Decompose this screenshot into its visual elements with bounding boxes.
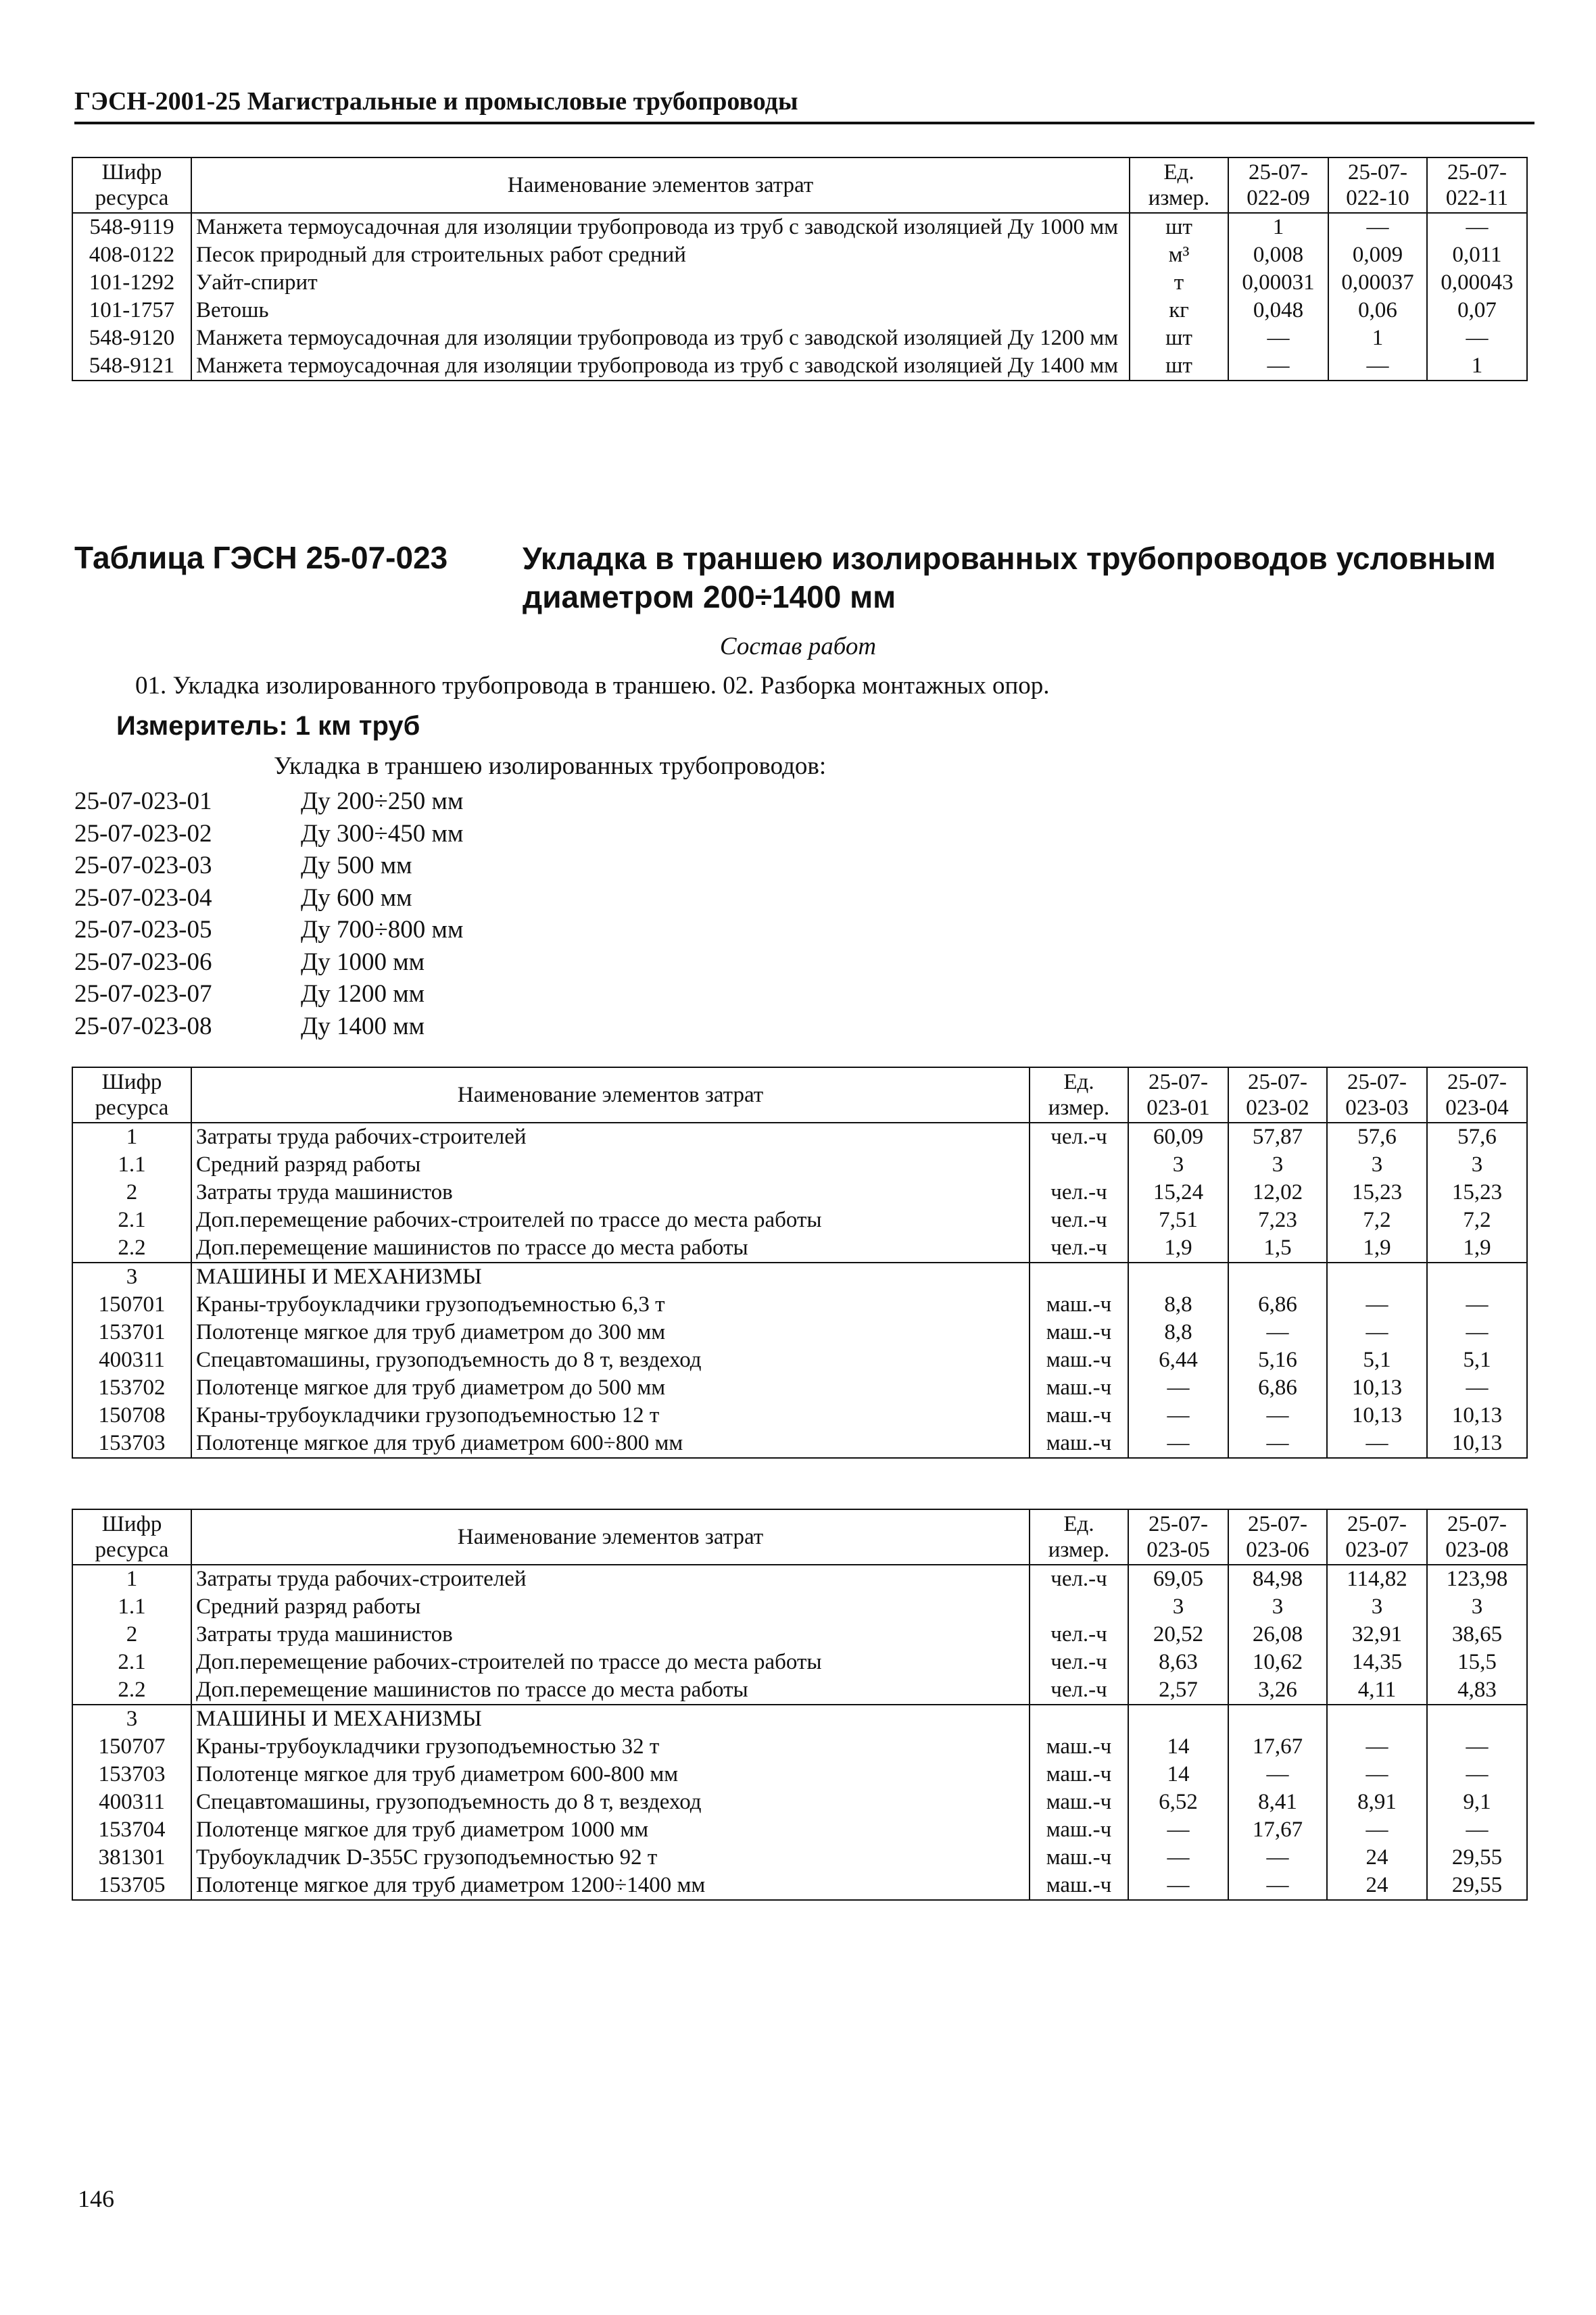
norm-value: — [1427,1761,1527,1788]
norm-value: 114,82 [1327,1565,1427,1593]
list-item [74,914,463,946]
unit: маш.-ч [1030,1816,1128,1844]
list-item [74,850,463,882]
col-header-code: Шифр ресурса [72,1509,191,1565]
resource-name: Полотенце мягкое для труб диаметром 1000 мм [191,1816,1030,1844]
norm-value: 10,13 [1427,1402,1527,1430]
resource-name: Песок природный для строительных работ средний [191,241,1130,269]
resource-name: Средний разряд работы [191,1151,1030,1179]
work-items-intro: Укладка в траншею изолированных трубопроводов: [274,752,827,780]
table-header-row [72,157,1527,213]
norm-value: 0,009 [1328,241,1427,269]
norm-value [1427,1263,1527,1291]
norm-value: 7,23 [1228,1207,1327,1234]
table-header-row [72,1067,1527,1123]
norm-value: — [1427,213,1527,241]
resource-code: 1.1 [72,1151,191,1179]
table-row [72,1733,1527,1761]
norm-value: 123,98 [1427,1565,1527,1593]
norm-value: — [1327,1816,1427,1844]
table-row [72,241,1527,269]
norm-value: — [1327,1319,1427,1346]
norm-value: — [1128,1872,1228,1900]
norm-value [1228,1263,1327,1291]
norm-value: — [1228,1402,1327,1430]
table-row [72,1346,1527,1374]
resource-code: 2.1 [72,1207,191,1234]
resource-table-b [72,1509,1528,1901]
resource-code: 150701 [72,1291,191,1319]
table-row [72,1234,1527,1263]
unit: шт [1130,213,1228,241]
resource-name: Полотенце мягкое для труб диаметром 600÷800 мм [191,1430,1030,1458]
item-code: 25-07-023-07 [74,980,212,1008]
norm-value: 3 [1427,1593,1527,1621]
norm-value: 57,87 [1228,1123,1327,1151]
page-number: 146 [78,2185,114,2212]
resource-name: Краны-трубоукладчики грузоподъемностью 32 т [191,1733,1030,1761]
norm-value: 4,83 [1427,1676,1527,1705]
col-header-norm: 25-07- 023-01 [1128,1067,1228,1123]
unit: шт [1130,324,1228,352]
unit [1030,1263,1128,1291]
resource-code: 548-9119 [72,213,191,241]
norm-value [1128,1263,1228,1291]
norm-value: 3 [1327,1151,1427,1179]
unit: чел.-ч [1030,1565,1128,1593]
norm-value: 84,98 [1228,1565,1327,1593]
resource-name: Уайт-спирит [191,269,1130,297]
resource-code: 150708 [72,1402,191,1430]
norm-value: — [1327,1761,1427,1788]
table-section-row [72,1705,1527,1733]
resource-name: Краны-трубоукладчики грузоподъемностью 6,3 т [191,1291,1030,1319]
resource-code: 548-9121 [72,352,191,381]
norm-value: 29,55 [1427,1844,1527,1872]
table-row [72,1402,1527,1430]
unit: маш.-ч [1030,1872,1128,1900]
list-item [74,882,463,915]
unit: чел.-ч [1030,1621,1128,1649]
norm-value [1327,1705,1427,1733]
table-row [72,1816,1527,1844]
resource-code: 153701 [72,1319,191,1346]
col-header-unit: Ед. измер. [1030,1067,1128,1123]
item-code: 25-07-023-05 [74,916,212,944]
norm-value: 15,23 [1327,1179,1427,1207]
norm-value: — [1327,1733,1427,1761]
norm-value: — [1427,1319,1527,1346]
norm-value: 3 [1228,1151,1327,1179]
section-title: МАШИНЫ И МЕХАНИЗМЫ [191,1263,1030,1291]
norm-value: 14 [1128,1761,1228,1788]
norm-value: 32,91 [1327,1621,1427,1649]
unit: кг [1130,297,1228,324]
meter-label: Измеритель: 1 км труб [116,711,420,741]
norm-value: 20,52 [1128,1621,1228,1649]
norm-value: — [1228,1844,1327,1872]
list-item [74,818,463,850]
table-label: Таблица ГЭСН 25-07-023 [74,540,448,575]
norm-value: 3 [1128,1593,1228,1621]
table-row [72,1844,1527,1872]
item-desc: Ду 1400 мм [301,1012,425,1040]
unit: маш.-ч [1030,1402,1128,1430]
col-header-code: Шифр ресурса [72,1067,191,1123]
norm-value: — [1128,1402,1228,1430]
unit: маш.-ч [1030,1374,1128,1402]
table-row [72,1621,1527,1649]
table-row [72,1374,1527,1402]
norm-value: — [1327,1291,1427,1319]
table-section-row [72,1263,1527,1291]
resource-code: 381301 [72,1844,191,1872]
table-title: Укладка в траншею изолированных трубопроводов условным диаметром 200÷1400 мм [523,541,1496,614]
col-header-unit: Ед. измер. [1030,1509,1128,1565]
table-row [72,297,1527,324]
section-code: 3 [72,1705,191,1733]
unit: маш.-ч [1030,1844,1128,1872]
unit: маш.-ч [1030,1761,1128,1788]
norm-value [1128,1705,1228,1733]
norm-value: — [1128,1430,1228,1458]
norm-value: 6,86 [1228,1291,1327,1319]
resource-name: Манжета термоусадочная для изоляции трубопровода из труб с заводской изоляцией Ду 1200 мм [191,324,1130,352]
norm-value: 10,13 [1327,1374,1427,1402]
norm-value: — [1228,1319,1327,1346]
norm-value: — [1327,1430,1427,1458]
item-desc: Ду 1000 мм [301,948,425,976]
resource-code: 408-0122 [72,241,191,269]
item-code: 25-07-023-02 [74,819,212,848]
norm-value: 0,07 [1427,297,1527,324]
unit: чел.-ч [1030,1649,1128,1676]
item-desc: Ду 600 мм [301,883,412,912]
table-row [72,1123,1527,1151]
norm-value: 9,1 [1427,1788,1527,1816]
norm-value: 10,62 [1228,1649,1327,1676]
unit [1030,1151,1128,1179]
col-header-norm: 25-07- 022-11 [1427,157,1527,213]
norm-value: 8,8 [1128,1319,1228,1346]
norm-value: — [1228,1761,1327,1788]
norm-value: 15,24 [1128,1179,1228,1207]
unit: маш.-ч [1030,1733,1128,1761]
norm-value: 3,26 [1228,1676,1327,1705]
norm-value: — [1427,324,1527,352]
norm-value: 10,13 [1327,1402,1427,1430]
resource-name: Затраты труда машинистов [191,1621,1030,1649]
norm-value: 0,06 [1328,297,1427,324]
norm-value: 57,6 [1327,1123,1427,1151]
resource-code: 101-1757 [72,297,191,324]
norm-value: 14 [1128,1733,1228,1761]
table-row [72,324,1527,352]
unit: маш.-ч [1030,1319,1128,1346]
norm-value: 6,52 [1128,1788,1228,1816]
resource-code: 2 [72,1179,191,1207]
unit [1030,1705,1128,1733]
norm-value: 0,048 [1228,297,1328,324]
item-code: 25-07-023-06 [74,948,212,976]
unit: маш.-ч [1030,1430,1128,1458]
norm-value: 1 [1228,213,1328,241]
col-header-norm: 25-07- 023-07 [1327,1509,1427,1565]
table-row [72,352,1527,381]
col-header-norm: 25-07- 023-05 [1128,1509,1228,1565]
norm-value: 1 [1427,352,1527,381]
resource-code: 153703 [72,1430,191,1458]
norm-value: 8,63 [1128,1649,1228,1676]
resource-name: Полотенце мягкое для труб диаметром 600-800 мм [191,1761,1030,1788]
norm-value: 0,008 [1228,241,1328,269]
item-desc: Ду 300÷450 мм [301,819,464,848]
norm-value: 0,011 [1427,241,1527,269]
norm-value: 69,05 [1128,1565,1228,1593]
norm-value: 57,6 [1427,1123,1527,1151]
norm-value: — [1328,213,1427,241]
col-header-norm: 25-07- 022-09 [1228,157,1328,213]
list-item [74,946,463,979]
unit: маш.-ч [1030,1346,1128,1374]
item-desc: Ду 700÷800 мм [301,916,464,944]
norm-value: — [1228,1430,1327,1458]
unit: м³ [1130,241,1228,269]
col-header-name: Наименование элементов затрат [191,1509,1030,1565]
norm-value: 1,9 [1128,1234,1228,1263]
norm-value: 3 [1128,1151,1228,1179]
norm-value: 1 [1328,324,1427,352]
unit: шт [1130,352,1228,381]
norm-value: 38,65 [1427,1621,1527,1649]
norm-value: 12,02 [1228,1179,1327,1207]
unit: маш.-ч [1030,1291,1128,1319]
norm-value: 1,5 [1228,1234,1327,1263]
col-header-name: Наименование элементов затрат [191,157,1130,213]
resource-code: 548-9120 [72,324,191,352]
norm-value: 8,91 [1327,1788,1427,1816]
resource-code: 153705 [72,1872,191,1900]
table-row [72,1430,1527,1458]
norm-value: 1,9 [1327,1234,1427,1263]
norm-value: 3 [1327,1593,1427,1621]
col-header-norm: 25-07- 022-10 [1328,157,1427,213]
resource-name: Краны-трубоукладчики грузоподъемностью 12 т [191,1402,1030,1430]
resource-code: 2.2 [72,1234,191,1263]
item-code: 25-07-023-04 [74,883,212,912]
col-header-norm: 25-07- 023-08 [1427,1509,1527,1565]
norm-value: — [1228,352,1328,381]
composition-title: Состав работ [719,633,877,660]
norm-value [1228,1705,1327,1733]
col-header-norm: 25-07- 023-03 [1327,1067,1427,1123]
resource-name: Доп.перемещение рабочих-строителей по трассе до места работы [191,1207,1030,1234]
resource-name: Полотенце мягкое для труб диаметром до 500 мм [191,1374,1030,1402]
col-header-norm: 25-07- 023-04 [1427,1067,1527,1123]
resource-code: 400311 [72,1346,191,1374]
item-code: 25-07-023-08 [74,1012,212,1040]
resource-name: Полотенце мягкое для труб диаметром 1200÷1400 мм [191,1872,1030,1900]
section-title: МАШИНЫ И МЕХАНИЗМЫ [191,1705,1030,1733]
norm-value: — [1427,1291,1527,1319]
norm-value: 2,57 [1128,1676,1228,1705]
table-row [72,213,1527,241]
unit: маш.-ч [1030,1788,1128,1816]
unit: чел.-ч [1030,1234,1128,1263]
resource-code: 101-1292 [72,269,191,297]
resource-name: Затраты труда машинистов [191,1179,1030,1207]
work-items-list [74,785,463,1042]
table-row [72,1151,1527,1179]
norm-value: 1,9 [1427,1234,1527,1263]
item-code: 25-07-023-03 [74,852,212,879]
unit [1030,1593,1128,1621]
norm-value: 5,16 [1228,1346,1327,1374]
item-code: 25-07-023-01 [74,787,212,815]
item-desc: Ду 200÷250 мм [301,787,464,815]
unit: чел.-ч [1030,1207,1128,1234]
norm-value: — [1128,1816,1228,1844]
norm-value [1427,1705,1527,1733]
resource-name: Затраты труда рабочих-строителей [191,1565,1030,1593]
resource-name: Средний разряд работы [191,1593,1030,1621]
norm-value: 29,55 [1427,1872,1527,1900]
running-header: ГЭСН-2001-25 Магистральные и промысловые трубопроводы [74,87,1534,124]
table-row [72,1676,1527,1705]
norm-value: 17,67 [1228,1816,1327,1844]
norm-value: — [1427,1374,1527,1402]
resource-name: Полотенце мягкое для труб диаметром до 300 мм [191,1319,1030,1346]
norm-value: 7,51 [1128,1207,1228,1234]
norm-value: 0,00043 [1427,269,1527,297]
list-item [74,1010,463,1043]
table-row [72,269,1527,297]
resource-code: 153702 [72,1374,191,1402]
resource-name: Ветошь [191,297,1130,324]
resource-name: Манжета термоусадочная для изоляции трубопровода из труб с заводской изоляцией Ду 1000 мм [191,213,1130,241]
resource-code: 2.1 [72,1649,191,1676]
resource-code: 2.2 [72,1676,191,1705]
table-row [72,1788,1527,1816]
unit: чел.-ч [1030,1179,1128,1207]
norm-value: 8,8 [1128,1291,1228,1319]
norm-value: 0,00031 [1228,269,1328,297]
norm-value: 24 [1327,1844,1427,1872]
table-row [72,1319,1527,1346]
norm-value: 7,2 [1327,1207,1427,1234]
resource-name: Манжета термоусадочная для изоляции трубопровода из труб с заводской изоляцией Ду 1400 мм [191,352,1130,381]
norm-value: 3 [1427,1151,1527,1179]
resource-table-a [72,1067,1528,1459]
resource-name: Спецавтомашины, грузоподъемность до 8 т, вездеход [191,1346,1030,1374]
list-item [74,978,463,1010]
resource-name: Доп.перемещение машинистов по трассе до места работы [191,1234,1030,1263]
norm-value [1327,1263,1427,1291]
norm-value: 26,08 [1228,1621,1327,1649]
norm-value: 5,1 [1327,1346,1427,1374]
list-item [74,785,463,818]
resource-code: 150707 [72,1733,191,1761]
table-row [72,1179,1527,1207]
resource-name: Спецавтомашины, грузоподъемность до 8 т, вездеход [191,1788,1030,1816]
col-header-norm: 25-07- 023-06 [1228,1509,1327,1565]
norm-value: 0,00037 [1328,269,1427,297]
norm-value: 6,86 [1228,1374,1327,1402]
norm-value: 3 [1228,1593,1327,1621]
table-row [72,1593,1527,1621]
resource-name: Доп.перемещение рабочих-строителей по трассе до места работы [191,1649,1030,1676]
norm-value: — [1128,1374,1228,1402]
resource-name: Доп.перемещение машинистов по трассе до места работы [191,1676,1030,1705]
table-row [72,1649,1527,1676]
table-header-row [72,1509,1527,1565]
section-code: 3 [72,1263,191,1291]
resource-code: 1 [72,1565,191,1593]
col-header-code: Шифр ресурса [72,157,191,213]
norm-value: — [1228,1872,1327,1900]
resource-name: Затраты труда рабочих-строителей [191,1123,1030,1151]
norm-value: — [1427,1733,1527,1761]
table-row [72,1207,1527,1234]
norm-value: 14,35 [1327,1649,1427,1676]
norm-value: 10,13 [1427,1430,1527,1458]
norm-value: — [1228,324,1328,352]
norm-value: 4,11 [1327,1676,1427,1705]
norm-value: 8,41 [1228,1788,1327,1816]
table-row [72,1761,1527,1788]
norm-value: 15,23 [1427,1179,1527,1207]
composition-text: 01. Укладка изолированного трубопровода в траншею. 02. Разборка монтажных опор. [135,672,1050,700]
norm-value: — [1128,1844,1228,1872]
col-header-norm: 25-07- 023-02 [1228,1067,1327,1123]
item-desc: Ду 500 мм [301,852,412,879]
norm-value: 7,2 [1427,1207,1527,1234]
resource-code: 1.1 [72,1593,191,1621]
norm-value: 24 [1327,1872,1427,1900]
col-header-unit: Ед. измер. [1130,157,1228,213]
resource-table-continued [72,157,1528,381]
norm-value: 15,5 [1427,1649,1527,1676]
resource-code: 153703 [72,1761,191,1788]
resource-name: Трубоукладчик D-355C грузоподъемностью 92 т [191,1844,1030,1872]
norm-value: — [1328,352,1427,381]
norm-value: 17,67 [1228,1733,1327,1761]
norm-value: 60,09 [1128,1123,1228,1151]
table-row [72,1565,1527,1593]
col-header-name: Наименование элементов затрат [191,1067,1030,1123]
item-desc: Ду 1200 мм [301,980,425,1008]
unit: т [1130,269,1228,297]
table-row [72,1291,1527,1319]
table-row [72,1872,1527,1900]
resource-code: 153704 [72,1816,191,1844]
norm-value: 5,1 [1427,1346,1527,1374]
resource-code: 400311 [72,1788,191,1816]
unit: чел.-ч [1030,1676,1128,1705]
norm-value: — [1427,1816,1527,1844]
norm-value: 6,44 [1128,1346,1228,1374]
resource-code: 1 [72,1123,191,1151]
unit: чел.-ч [1030,1123,1128,1151]
resource-code: 2 [72,1621,191,1649]
